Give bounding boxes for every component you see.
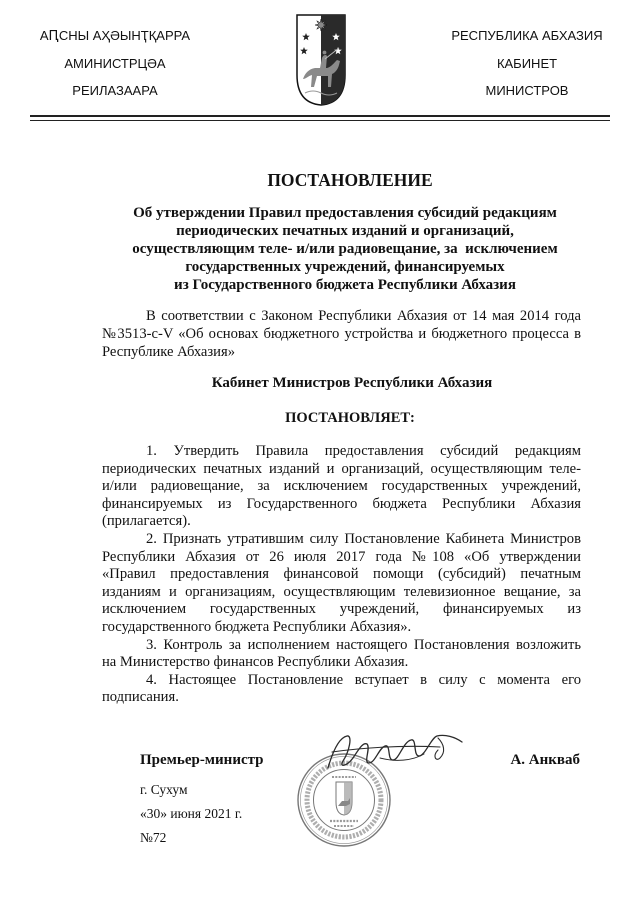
subject-line: государственных учреждений, финансируемых bbox=[185, 259, 505, 275]
decree-heading: ПОСТАНОВЛЯЕТ: bbox=[285, 410, 415, 426]
signing-date: «30» июня 2021 г. bbox=[140, 806, 243, 821]
header-abkhaz-block bbox=[30, 22, 200, 105]
header-divider-thin bbox=[30, 120, 610, 121]
subject-line: из Государственного бюджета Республики Абхазия bbox=[174, 277, 516, 293]
item-text-line: 4. Настоящее Постановление вступает в силу с момента его bbox=[146, 671, 581, 688]
document-subject bbox=[100, 204, 590, 294]
item-text-line: 1. Утвердить Правила предоставления субсидий редакциям bbox=[146, 443, 581, 459]
document-number: №72 bbox=[140, 830, 167, 845]
item-text-line: «Правил предоставления финансовой помощи (субсидий) печатным bbox=[102, 566, 581, 583]
resolution-item-4 bbox=[102, 672, 581, 707]
resolution-item-2 bbox=[102, 531, 581, 637]
header-divider-thick bbox=[30, 115, 610, 117]
signatory-position: Премьер-министр bbox=[140, 752, 264, 768]
item-text-line: (прилагается). bbox=[102, 513, 191, 530]
preamble-line: В соответствии с Законом Республики Абхазия от 14 мая 2014 года bbox=[146, 308, 581, 324]
item-text-line: финансируемых из Государственного бюджета Республики Абхазия bbox=[102, 495, 581, 512]
coat-of-arms-icon bbox=[295, 13, 347, 107]
resolution-item-1 bbox=[102, 443, 581, 531]
item-text-line: и/или радиовещание, за исключением государственных учреждений, bbox=[102, 478, 581, 495]
issuing-body: Кабинет Министров Республики Абхазия bbox=[211, 375, 493, 391]
header-left-line: АМИНИСТРЦӘА bbox=[64, 55, 166, 71]
resolution-items bbox=[102, 443, 581, 707]
handwritten-signature-icon bbox=[320, 728, 470, 778]
item-text-line: государственного бюджета Республики Абхазия». bbox=[102, 618, 412, 635]
header-right-line: МИНИСТРОВ bbox=[485, 83, 569, 98]
item-text-line: 3. Контроль за исполнением настоящего Постановления возложить bbox=[146, 636, 581, 653]
subject-line: Об утверждении Правил предоставления субсидий редакциям bbox=[133, 205, 557, 221]
header-left-line: АԤСНЫ АҲӘЫНҬҚАРРА bbox=[39, 28, 191, 43]
item-text-line: изданиям и организациям, осуществляющим телевизионное вещание, за bbox=[102, 583, 581, 600]
item-text-line: на Министерство финансов Республики Абхазия. bbox=[102, 654, 409, 671]
header-right-line: КАБИНЕТ bbox=[496, 55, 558, 71]
header-right-line: РЕСПУБЛИКА АБХАЗИЯ bbox=[451, 28, 603, 43]
document-title: ПОСТАНОВЛЕНИЕ bbox=[267, 170, 433, 190]
preamble-line: №3513-с-V «Об основах бюджетного устройства и бюджетного процесса в bbox=[102, 326, 581, 342]
preamble-line: Республике Абхазия» bbox=[102, 344, 235, 360]
header-left-line: РЕИЛАЗААРА bbox=[72, 83, 158, 98]
resolution-item-3 bbox=[102, 637, 581, 672]
signatory-name: А. Анкваб bbox=[510, 752, 580, 768]
item-text-line: исключением государственных учреждений, финансируемых из bbox=[102, 601, 581, 618]
item-text-line: Республики Абхазия от 26 июля 2017 года №108 «Об утверждении bbox=[102, 548, 581, 565]
subject-line: осуществляющим теле- и/или радиовещание, за исключением bbox=[132, 241, 558, 257]
item-text-line: периодических печатных изданий и организаций, осуществляющим теле- bbox=[102, 460, 581, 477]
item-text-line: подписания. bbox=[102, 689, 179, 706]
header-russian-block bbox=[447, 22, 607, 105]
item-text-line: 2. Признать утратившим силу Постановление Кабинета Министров bbox=[146, 530, 581, 547]
preamble-paragraph bbox=[102, 307, 581, 361]
subject-line: периодических печатных изданий и организаций, bbox=[176, 223, 514, 239]
signing-place: г. Сухум bbox=[140, 782, 188, 797]
